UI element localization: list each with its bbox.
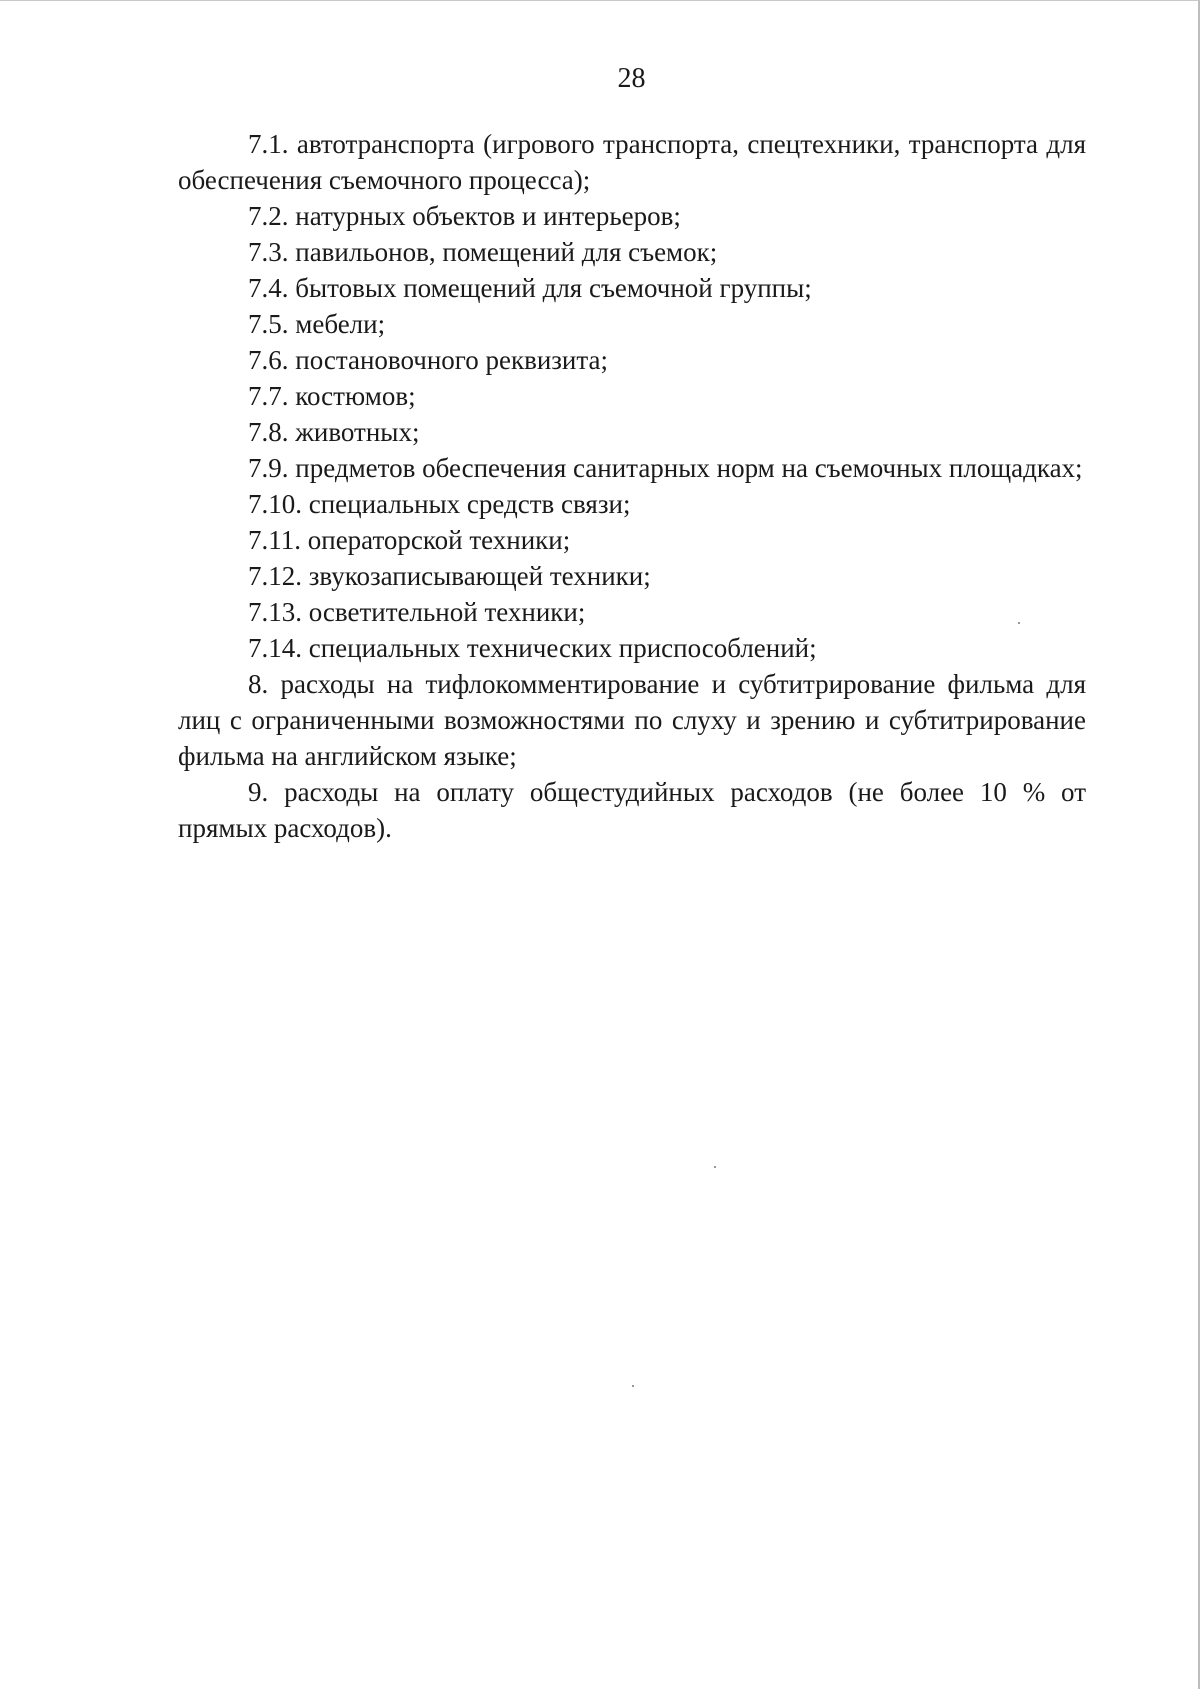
paragraph-9: 9. расходы на оплату общестудийных расходов (не более 10 % от прямых расходов). xyxy=(178,777,1086,843)
paragraph-7-5: 7.5. мебели; xyxy=(248,309,386,339)
paragraph-7-14: 7.14. специальных технических приспособлений; xyxy=(248,633,817,663)
scan-speck xyxy=(1018,622,1020,624)
paragraph-7-2: 7.2. натурных объектов и интерьеров; xyxy=(248,201,681,231)
paragraph-7-9: 7.9. предметов обеспечения санитарных норм на съемочных площадках; xyxy=(248,453,1083,483)
paragraph-7-8: 7.8. животных; xyxy=(248,417,420,447)
paragraph-8: 8. расходы на тифлокомментирование и субтитрирование фильма для лиц с ограниченными возможностями по слуху и зрению и субтитрирование фильма на английском языке; xyxy=(178,669,1086,771)
paragraph-7-13: 7.13. осветительной техники; xyxy=(248,597,586,627)
scan-speck xyxy=(714,1166,716,1168)
scan-speck xyxy=(632,1385,634,1387)
paragraph-7-12: 7.12. звукозаписывающей техники; xyxy=(248,561,651,591)
paragraph-7-10: 7.10. специальных средств связи; xyxy=(248,489,631,519)
document-body xyxy=(178,126,1086,846)
paragraph-7-3: 7.3. павильонов, помещений для съемок; xyxy=(248,237,718,267)
paragraph-7-7: 7.7. костюмов; xyxy=(248,381,416,411)
paragraph-7-1: 7.1. автотранспорта (игрового транспорта, спецтехники, транспорта для обеспечения съемочного процесса); xyxy=(178,129,1086,195)
paragraph-7-11: 7.11. операторской техники; xyxy=(248,525,571,555)
page-number: 28 xyxy=(617,63,646,94)
paragraph-7-6: 7.6. постановочного реквизита; xyxy=(248,345,608,375)
paragraph-7-4: 7.4. бытовых помещений для съемочной группы; xyxy=(248,273,812,303)
